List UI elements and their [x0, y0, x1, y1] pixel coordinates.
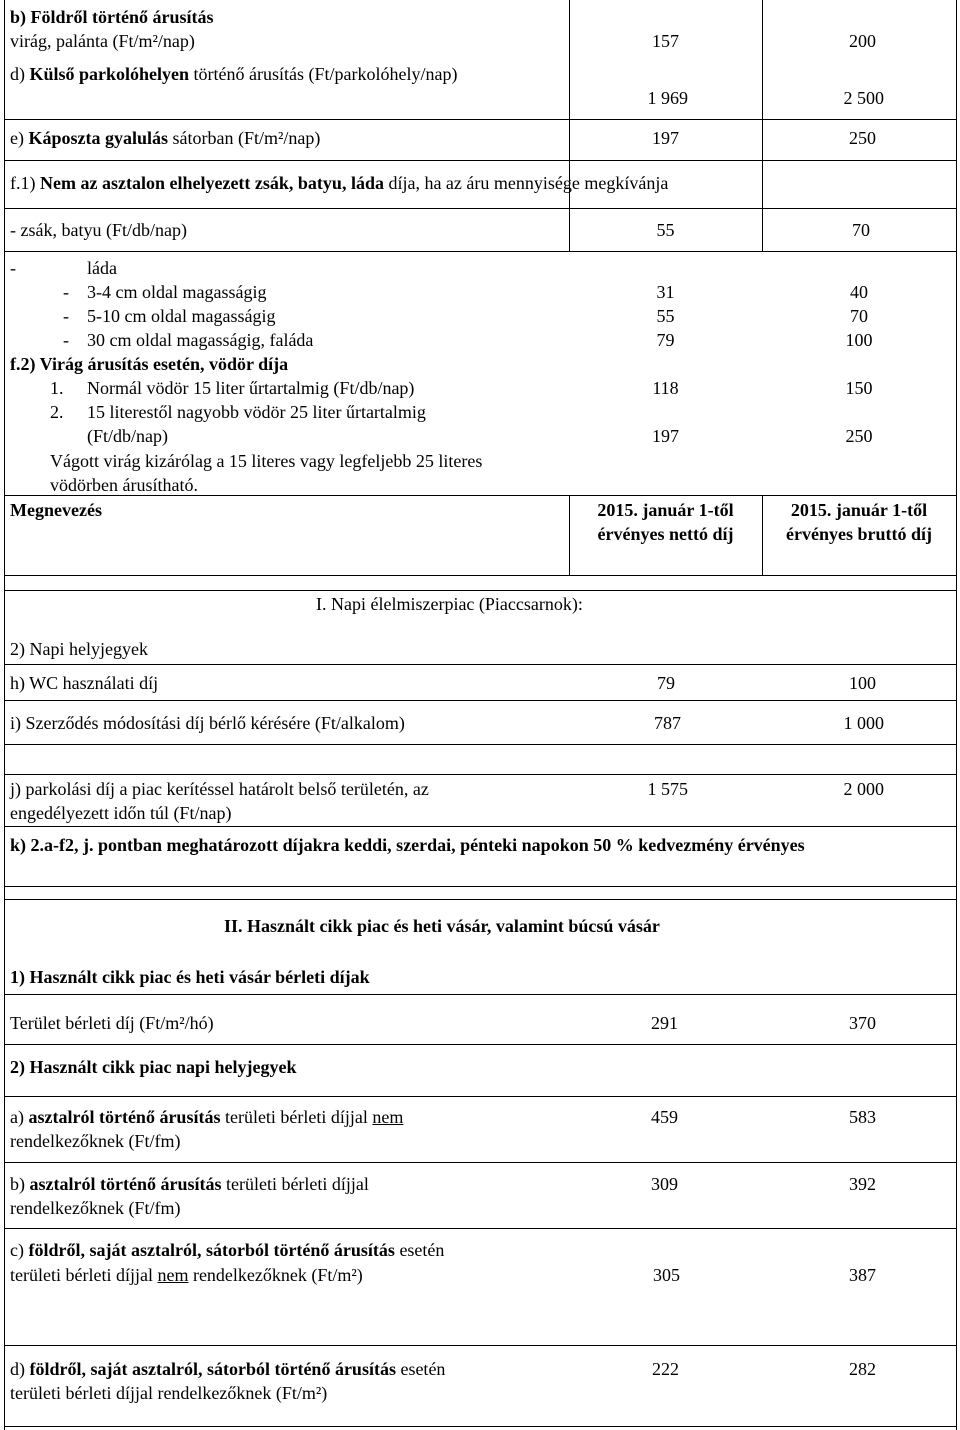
bucket2-unit: (Ft/db/nap) [87, 426, 168, 446]
area-rent-label: Terület bérleti díj (Ft/m²/hó) [10, 1013, 214, 1033]
section1-title: I. Napi élelmiszerpiac (Piaccsarnok): [316, 594, 583, 614]
table-sale-no-rent: a) asztalról történő árusítás területi bérleti díjjal nem [10, 1107, 404, 1127]
crate-row-dash: - [63, 330, 69, 350]
row-divider [4, 1162, 957, 1163]
cabbage-net: 197 [652, 128, 679, 148]
row-divider [4, 1228, 957, 1229]
row-divider [4, 1345, 957, 1346]
ground-sale-no-rent-2: területi bérleti díjjal nem rendelkezőknek (Ft/m²) [10, 1265, 363, 1285]
row-divider [4, 886, 957, 887]
table-sale-no-rent-2: rendelkezőknek (Ft/fm) [10, 1131, 181, 1151]
contract-mod-gross: 1 000 [843, 713, 884, 733]
row-divider [4, 1044, 957, 1045]
row-divider [4, 774, 957, 775]
f2-title: f.2) Virág árusítás esetén, vödör díja [10, 354, 289, 374]
crate-row-label: 30 cm oldal magasságig, faláda [87, 330, 314, 350]
row-divider [4, 251, 957, 252]
crate-row-dash: - [63, 282, 69, 302]
table-sale-no-rent-net: 459 [651, 1107, 678, 1127]
ground-sale-rent-net: 222 [652, 1359, 679, 1379]
ground-sale-no-rent-net: 305 [653, 1265, 680, 1285]
parking-gross: 2 500 [843, 88, 884, 108]
crate-row-gross: 70 [850, 306, 868, 326]
flower-label: virág, palánta (Ft/m²/nap) [10, 31, 195, 51]
bucket1-gross: 150 [845, 378, 873, 398]
table-sale-rent-2: rendelkezőknek (Ft/fm) [10, 1198, 181, 1218]
parking-fee-label: j) parkolási díj a piac kerítéssel határolt belső területén, az [10, 779, 429, 799]
flower-gross: 200 [849, 31, 876, 51]
row-divider [4, 208, 957, 209]
bucket1-label: Normál vödör 15 liter űrtartalmig (Ft/db/nap) [87, 378, 415, 398]
section2-title: II. Használt cikk piac és heti vásár, valamint búcsú vásár [224, 916, 660, 936]
bucket1-net: 118 [652, 378, 679, 398]
parking-fee-gross: 2 000 [843, 779, 884, 799]
area-rent-net: 291 [651, 1013, 678, 1033]
row-divider [4, 664, 957, 665]
f1-label: f.1) Nem az asztalon elhelyezett zsák, batyu, láda díja, ha az áru mennyisége megkívánja [10, 173, 669, 193]
table-sale-rent-gross: 392 [849, 1174, 876, 1194]
cabbage-gross: 250 [849, 128, 876, 148]
wc-label: h) WC használati díj [10, 673, 159, 693]
ground-sale-no-rent-gross: 387 [849, 1265, 876, 1285]
crate-row-label: 5-10 cm oldal magasságig [87, 306, 276, 326]
row-divider [4, 744, 957, 745]
table-sale-no-rent-gross: 583 [849, 1107, 876, 1127]
sack-net: 55 [656, 220, 675, 240]
row-divider [4, 575, 957, 576]
contract-mod-label: i) Szerződés módosítási díj bérlő kérésére (Ft/alkalom) [10, 713, 405, 733]
contract-mod-net: 787 [654, 713, 681, 733]
row-divider [4, 1426, 957, 1427]
crate-row-gross: 40 [850, 282, 868, 302]
table-border-right [956, 0, 957, 1430]
cabbage-label: e) Káposzta gyalulás sátorban (Ft/m²/nap) [10, 128, 321, 148]
parking-net: 1 969 [647, 88, 688, 108]
sack-gross: 70 [852, 220, 870, 240]
header-net-2: érvényes nettó díj [597, 524, 734, 544]
row-divider [4, 590, 957, 591]
row-divider [4, 899, 957, 900]
discount-note: k) 2.a-f2, j. pontban meghatározott díjakra keddi, szerdai, pénteki napokon 50 % kedvezmény érvényes [10, 835, 805, 855]
bucket2-net: 197 [652, 426, 679, 446]
row-divider [4, 994, 957, 995]
row-divider [4, 826, 957, 827]
bucket1-num: 1. [50, 378, 64, 398]
header-name: Megnevezés [10, 500, 102, 520]
bucket2-num: 2. [50, 402, 64, 422]
header-gross-2: érvényes bruttó díj [786, 524, 932, 544]
crate-dash: - [10, 258, 16, 278]
daily-tickets: 2) Napi helyjegyek [10, 639, 148, 659]
row-divider [4, 1096, 957, 1097]
section-b-title: b) Földről történő árusítás [10, 7, 214, 27]
row-divider [4, 119, 957, 120]
table-sale-rent-net: 309 [651, 1174, 678, 1194]
area-rent-gross: 370 [849, 1013, 876, 1033]
row-divider [4, 160, 957, 161]
row-divider [4, 700, 957, 701]
crate-row-net: 55 [656, 306, 675, 326]
rent-title: 1) Használt cikk piac és heti vásár bérleti díjak [10, 967, 370, 987]
crate-row-label: 3-4 cm oldal magasságig [87, 282, 267, 302]
crate-row-net: 79 [656, 330, 675, 350]
crate-row-gross: 100 [845, 330, 873, 350]
wc-gross: 100 [849, 673, 876, 693]
used-daily-title: 2) Használt cikk piac napi helyjegyek [10, 1057, 297, 1077]
parking-fee-net: 1 575 [647, 779, 688, 799]
parking-fee-label-2: engedélyezett időn túl (Ft/nap) [10, 803, 232, 823]
ground-sale-rent: d) földről, saját asztalról, sátorból történő árusítás esetén [10, 1359, 446, 1379]
bucket2-gross: 250 [845, 426, 873, 446]
bucket2-label: 15 literestől nagyobb vödör 25 liter űrtartalmig [87, 402, 426, 422]
cut-flower-note: Vágott virág kizárólag a 15 literes vagy legfeljebb 25 literes [50, 451, 483, 471]
crate-row-net: 31 [656, 282, 675, 302]
wc-net: 79 [657, 673, 675, 693]
flower-net: 157 [652, 31, 679, 51]
sack-label: - zsák, batyu (Ft/db/nap) [10, 220, 187, 240]
ground-sale-no-rent: c) földről, saját asztalról, sátorból történő árusítás esetén [10, 1240, 445, 1260]
ground-sale-rent-gross: 282 [849, 1359, 876, 1379]
crate-row-dash: - [63, 306, 69, 326]
header-gross: 2015. január 1-től [790, 500, 928, 520]
cut-flower-note-2: vödörben árusítható. [50, 475, 198, 495]
table-sale-rent: b) asztalról történő árusítás területi bérleti díjjal [10, 1174, 369, 1194]
crate-label: láda [87, 258, 117, 278]
table-border-left [4, 0, 5, 1430]
ground-sale-rent-2: területi bérleti díjjal rendelkezőknek (Ft/m²) [10, 1383, 328, 1403]
header-net: 2015. január 1-től [597, 500, 734, 520]
parking-label: d) Külső parkolóhelyen történő árusítás (Ft/parkolóhely/nap) [10, 64, 458, 84]
